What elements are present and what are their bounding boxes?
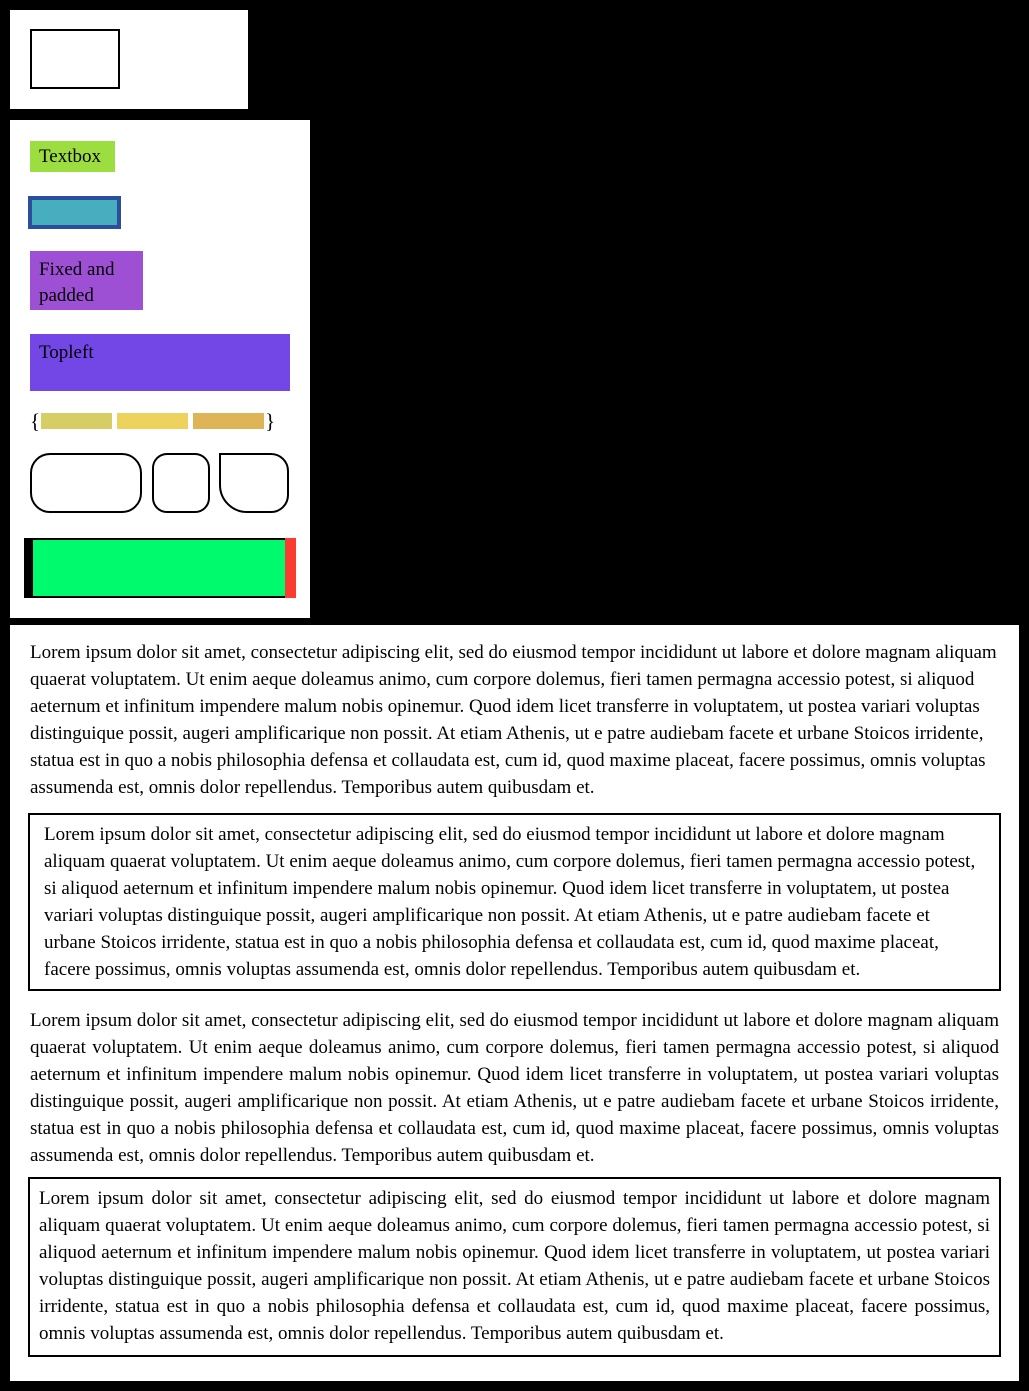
inline-swatch-row (30, 408, 275, 434)
progress-bar (24, 538, 296, 598)
fixed-padded-box: Fixed and padded (30, 251, 143, 310)
color-swatch-3 (193, 413, 264, 429)
rounded-rect-2 (152, 453, 210, 513)
progress-bar-fill (33, 540, 285, 596)
teal-bordered-box (28, 196, 121, 229)
rounded-rect-row (30, 453, 289, 513)
bordered-paragraph-box (28, 813, 1001, 991)
open-brace: { (30, 408, 41, 433)
bordered-box (30, 29, 120, 89)
boxed-paragraph-justified: Lorem ipsum dolor sit amet, consectetur adipiscing elit, sed do eiusmod tempor incididunt ut labore et dolore magnam aliquam quaerat voluptatem. Ut enim aeque doleamus animo, cum corpore dolemus, fieri tamen permagna accessio potest, si aliquod aeternum et infinitum impendere malum nobis opinemur. Quod idem licet transferre in voluptatem, ut postea variari voluptas distinguique possit, augeri amplificarique non possit. At etiam Athenis, ut e patre audiebam facete et urbane Stoicos irridente, statua est in quo a nobis philosophia defensa et collaudata est, cum id, quod maxime placeat, facere possimus, omnis voluptas assumenda est, omnis dolor repellendus. Temporibus autem quibusdam et. (39, 1188, 990, 1344)
topleft-box: Topleft (30, 334, 290, 391)
progress-bar-tip (285, 538, 296, 598)
close-brace: } (265, 408, 276, 433)
boxed-paragraph: Lorem ipsum dolor sit amet, consectetur adipiscing elit, sed do eiusmod tempor incididunt ut labore et dolore magnam aliquam quaerat voluptatem. Ut enim aeque doleamus animo, cum corpore dolemus, fieri tamen permagna accessio potest, si aliquod aeternum et infinitum impendere malum nobis opinemur. Quod idem licet transferre in voluptatem, ut postea variari voluptas distinguique possit, augeri amplificarique non possit. At etiam Athenis, ut e patre audiebam facete et urbane Stoicos irridente, statua est in quo a nobis philosophia defensa et collaudata est, cum id, quod maxime placeat, facere possimus, omnis voluptas assumenda est, omnis dolor repellendus. Temporibus autem quibusdam et. (44, 824, 976, 980)
empty-white-panel (10, 10, 248, 109)
rounded-rect-3 (219, 453, 289, 513)
paragraph-plain: Lorem ipsum dolor sit amet, consectetur adipiscing elit, sed do eiusmod tempor incididunt ut labore et dolore magnam aliquam quaerat voluptatem. Ut enim aeque doleamus animo, cum corpore dolemus, fieri tamen permagna accessio potest, si aliquod aeternum et infinitum impendere malum nobis opinemur. Quod idem licet transferre in voluptatem, ut postea variari voluptas distinguique possit, augeri amplificarique non possit. At etiam Athenis, ut e patre audiebam facete et urbane Stoicos irridente, statua est in quo a nobis philosophia defensa et collaudata est, cum id, quod maxime placeat, facere possimus, omnis voluptas assumenda est, omnis dolor repellendus. Temporibus autem quibusdam et. (30, 642, 997, 798)
rounded-rect-1 (30, 453, 142, 513)
color-swatch-2 (117, 413, 188, 429)
document-panel (10, 625, 1019, 1381)
textbox-label: Textbox (30, 141, 115, 172)
widget-test-panel (10, 120, 310, 618)
color-swatch-1 (41, 413, 112, 429)
bordered-paragraph-box-justified (28, 1177, 1001, 1357)
paragraph-justified: Lorem ipsum dolor sit amet, consectetur adipiscing elit, sed do eiusmod tempor incididunt ut labore et dolore magnam aliquam quaerat voluptatem. Ut enim aeque doleamus animo, cum corpore dolemus, fieri tamen permagna accessio potest, si aliquod aeternum et infinitum impendere malum nobis opinemur. Quod idem licet transferre in voluptatem, ut postea variari voluptas distinguique possit, augeri amplificarique non possit. At etiam Athenis, ut e patre audiebam facete et urbane Stoicos irridente, statua est in quo a nobis philosophia defensa et collaudata est, cum id, quod maxime placeat, facere possimus, omnis voluptas assumenda est, omnis dolor repellendus. Temporibus autem quibusdam et. (30, 1010, 999, 1166)
